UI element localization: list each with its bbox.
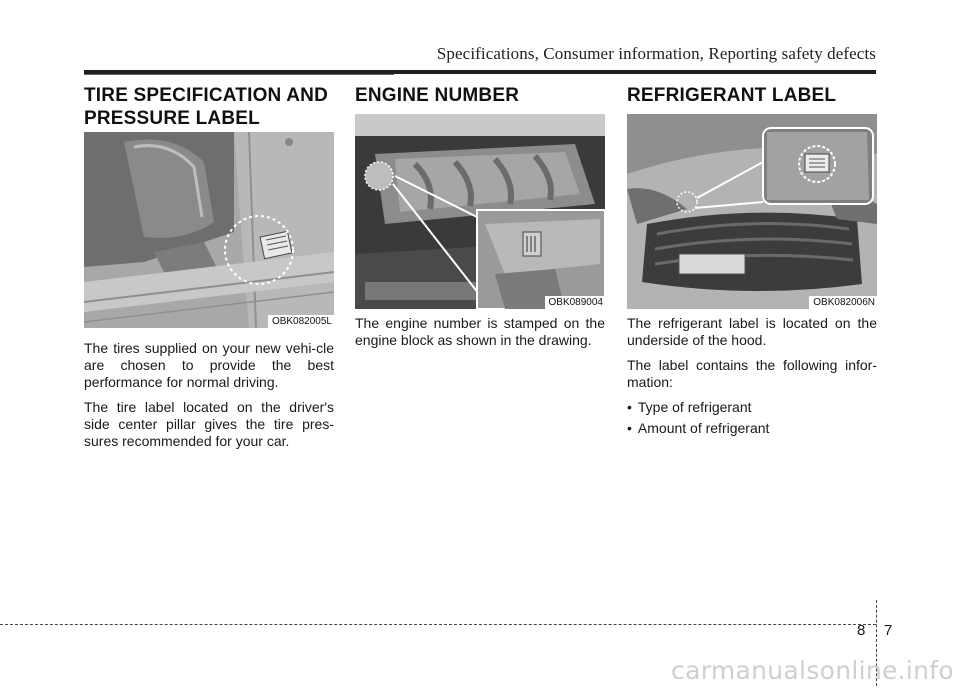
page-number: 7 <box>884 622 893 639</box>
tire-body <box>84 340 334 458</box>
engine-illustration <box>355 114 605 309</box>
tire-title-line1: TIRE SPECIFICATION AND <box>84 85 329 106</box>
refrigerant-section-title: REFRIGERANT LABEL <box>627 85 837 106</box>
engine-section <box>355 84 605 348</box>
engine-section-title: ENGINE NUMBER <box>355 85 520 106</box>
engine-image-code: OBK089004 <box>545 296 606 309</box>
hood-photo <box>627 114 877 309</box>
tire-section-title <box>84 84 334 130</box>
header-rule-accent <box>84 74 394 75</box>
refrigerant-paragraph-2: The label contains the following infor-mation: <box>627 357 877 390</box>
tire-paragraph-1: The tires supplied on your new vehi-cle are chosen to provide the best performance for normal driving. <box>84 340 334 390</box>
refrigerant-image-code: OBK082006N <box>809 296 877 309</box>
refrigerant-bullet-1: • Type of refrigerant <box>627 399 877 416</box>
watermark: carmanualsonline.info <box>671 656 954 685</box>
car-front-illustration <box>627 114 877 309</box>
refrigerant-bullet-2: • Amount of refrigerant <box>627 420 877 437</box>
footer-rule <box>0 624 876 625</box>
tire-paragraph-2: The tire label located on the driver's side center pillar gives the tire pres-sures recommended for your car. <box>84 399 334 449</box>
refrigerant-paragraph-1: The refrigerant label is located on the underside of the hood. <box>627 315 877 348</box>
engine-body <box>355 315 605 357</box>
door-pillar-illustration <box>84 132 334 328</box>
door-pillar-photo <box>84 132 334 328</box>
tire-title-line2: PRESSURE LABEL <box>84 108 260 129</box>
tire-image-code: OBK082005L <box>268 315 334 328</box>
refrigerant-section <box>627 84 877 436</box>
tire-section <box>84 84 334 449</box>
refrigerant-body <box>627 315 877 441</box>
header-title: Specifications, Consumer information, Reporting safety defects <box>436 44 876 63</box>
engine-photo <box>355 114 605 309</box>
engine-paragraph-1: The engine number is stamped on the engine block as shown in the drawing. <box>355 315 605 348</box>
chapter-number: 8 <box>857 622 866 639</box>
